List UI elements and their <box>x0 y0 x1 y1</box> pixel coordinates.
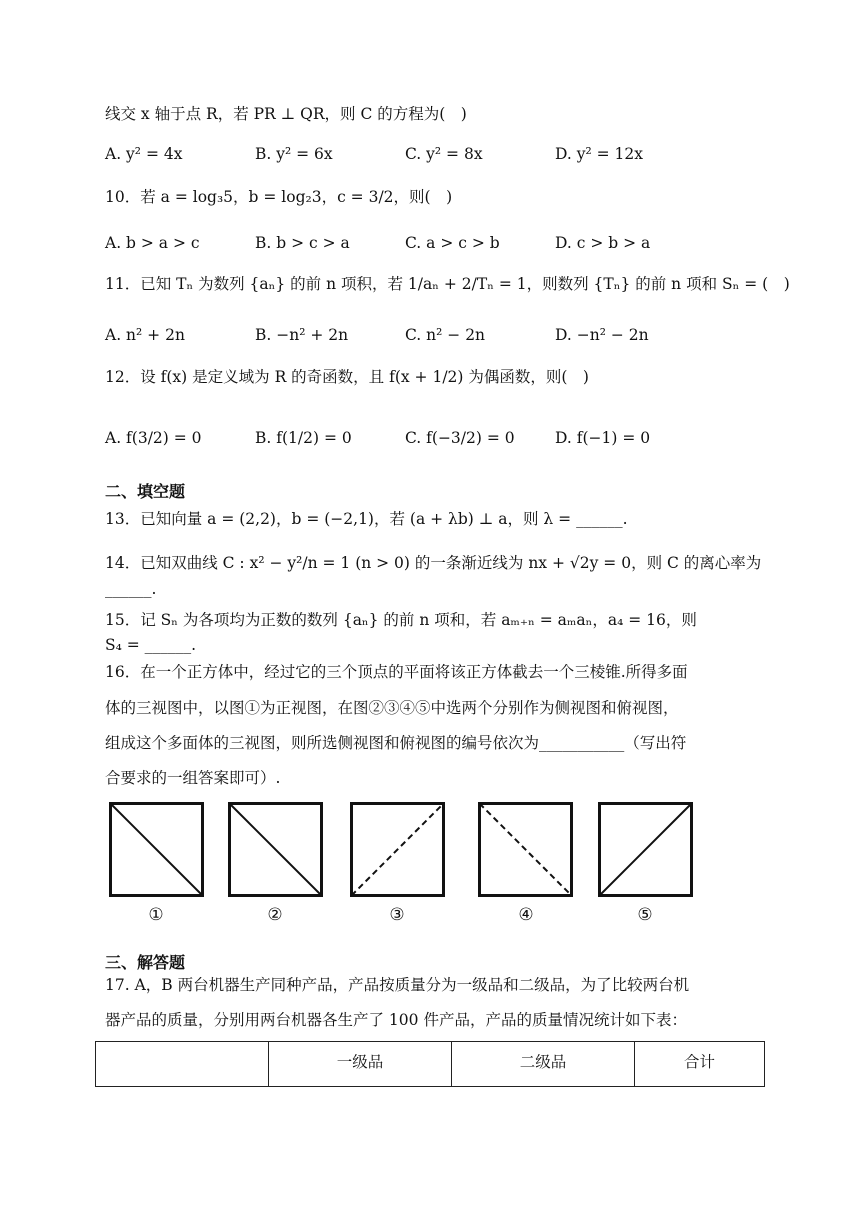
q14-line1: 14．已知双曲线 C : x² − y²/n = 1 (n > 0) 的一条渐近线为 nx + √2y = 0，则 C 的离心率为 <box>105 554 762 572</box>
q11-option-a: A. n² + 2n <box>105 326 185 344</box>
q11: 11．已知 Tₙ 为数列 {aₙ} 的前 n 项积，若 1/aₙ + 2/Tₙ = 1，则数列 {Tₙ} 的前 n 项和 Sₙ = ( ) <box>105 275 790 293</box>
q9-option-a: A. y² = 4x <box>105 145 183 163</box>
table-header-cell: 合计 <box>635 1042 765 1087</box>
section-fill-in-blank-heading: 二、填空题 <box>105 482 186 501</box>
q16-line1: 16．在一个正方体中，经过它的三个顶点的平面将该正方体截去一个三棱锥.所得多面 <box>105 663 688 681</box>
q10-option-d: D. c > b > a <box>555 234 651 252</box>
figure-2-label: ② <box>267 905 283 925</box>
q17-line1: 17. A，B 两台机器生产同种产品，产品按质量分为一级品和二级品，为了比较两台机 <box>105 976 690 994</box>
table-header-cell: 一级品 <box>269 1042 452 1087</box>
figure-4-label: ④ <box>518 905 534 925</box>
q9-option-b: B. y² = 6x <box>255 145 333 163</box>
figure-4-view <box>478 802 573 897</box>
q13: 13．已知向量 a = (2,2)，b = (−2,1)，若 (a + λb) ⊥ a，则 λ = ______. <box>105 510 628 528</box>
figure-3-view <box>350 802 445 897</box>
q12-option-a: A. f(3/2) = 0 <box>105 429 202 447</box>
q12-option-c: C. f(−3/2) = 0 <box>405 429 515 447</box>
figure-5-view <box>598 802 693 897</box>
q11-option-d: D. −n² − 2n <box>555 326 649 344</box>
q10: 10．若 a = log₃5，b = log₂3，c = 3/2，则( ) <box>105 188 453 206</box>
quality-table <box>95 1041 765 1087</box>
q10-option-c: C. a > c > b <box>405 234 500 252</box>
figure-5-label: ⑤ <box>637 905 653 925</box>
q9-option-d: D. y² = 12x <box>555 145 644 163</box>
q15-line2: S₄ = ______. <box>105 636 197 654</box>
q15-line1: 15．记 Sₙ 为各项均为正数的数列 {aₙ} 的前 n 项和，若 aₘ₊ₙ = aₘaₙ，a₄ = 16，则 <box>105 611 697 629</box>
table-header-row <box>96 1042 765 1087</box>
figure-1-label: ① <box>148 905 164 925</box>
q10-option-a: A. b > a > c <box>105 234 200 252</box>
figure-1-view <box>109 802 204 897</box>
section-problems-heading: 三、解答题 <box>105 953 186 972</box>
figure-2-view <box>228 802 323 897</box>
figure-3-label: ③ <box>389 905 405 925</box>
table-header-cell <box>96 1042 269 1087</box>
q12-option-b: B. f(1/2) = 0 <box>255 429 352 447</box>
q9-tail: 线交 x 轴于点 R，若 PR ⊥ QR，则 C 的方程为( ) <box>105 105 467 123</box>
q12: 12．设 f(x) 是定义域为 R 的奇函数，且 f(x + 1/2) 为偶函数，则( ) <box>105 368 589 386</box>
q16-line4: 合要求的一组答案即可）. <box>105 769 281 787</box>
table-header-cell: 二级品 <box>452 1042 635 1087</box>
q17-line2: 器产品的质量，分别用两台机器各生产了 100 件产品，产品的质量情况统计如下表： <box>105 1011 687 1029</box>
q16-line3: 组成这个多面体的三视图，则所选侧视图和俯视图的编号依次为___________（写出符 <box>105 734 687 752</box>
q11-option-b: B. −n² + 2n <box>255 326 349 344</box>
q12-option-d: D. f(−1) = 0 <box>555 429 651 447</box>
q9-option-c: C. y² = 8x <box>405 145 483 163</box>
q10-option-b: B. b > c > a <box>255 234 350 252</box>
q14-line2: ______. <box>105 580 157 598</box>
q11-option-c: C. n² − 2n <box>405 326 486 344</box>
q16-line2: 体的三视图中，以图①为正视图，在图②③④⑤中选两个分别作为侧视图和俯视图， <box>105 699 679 717</box>
